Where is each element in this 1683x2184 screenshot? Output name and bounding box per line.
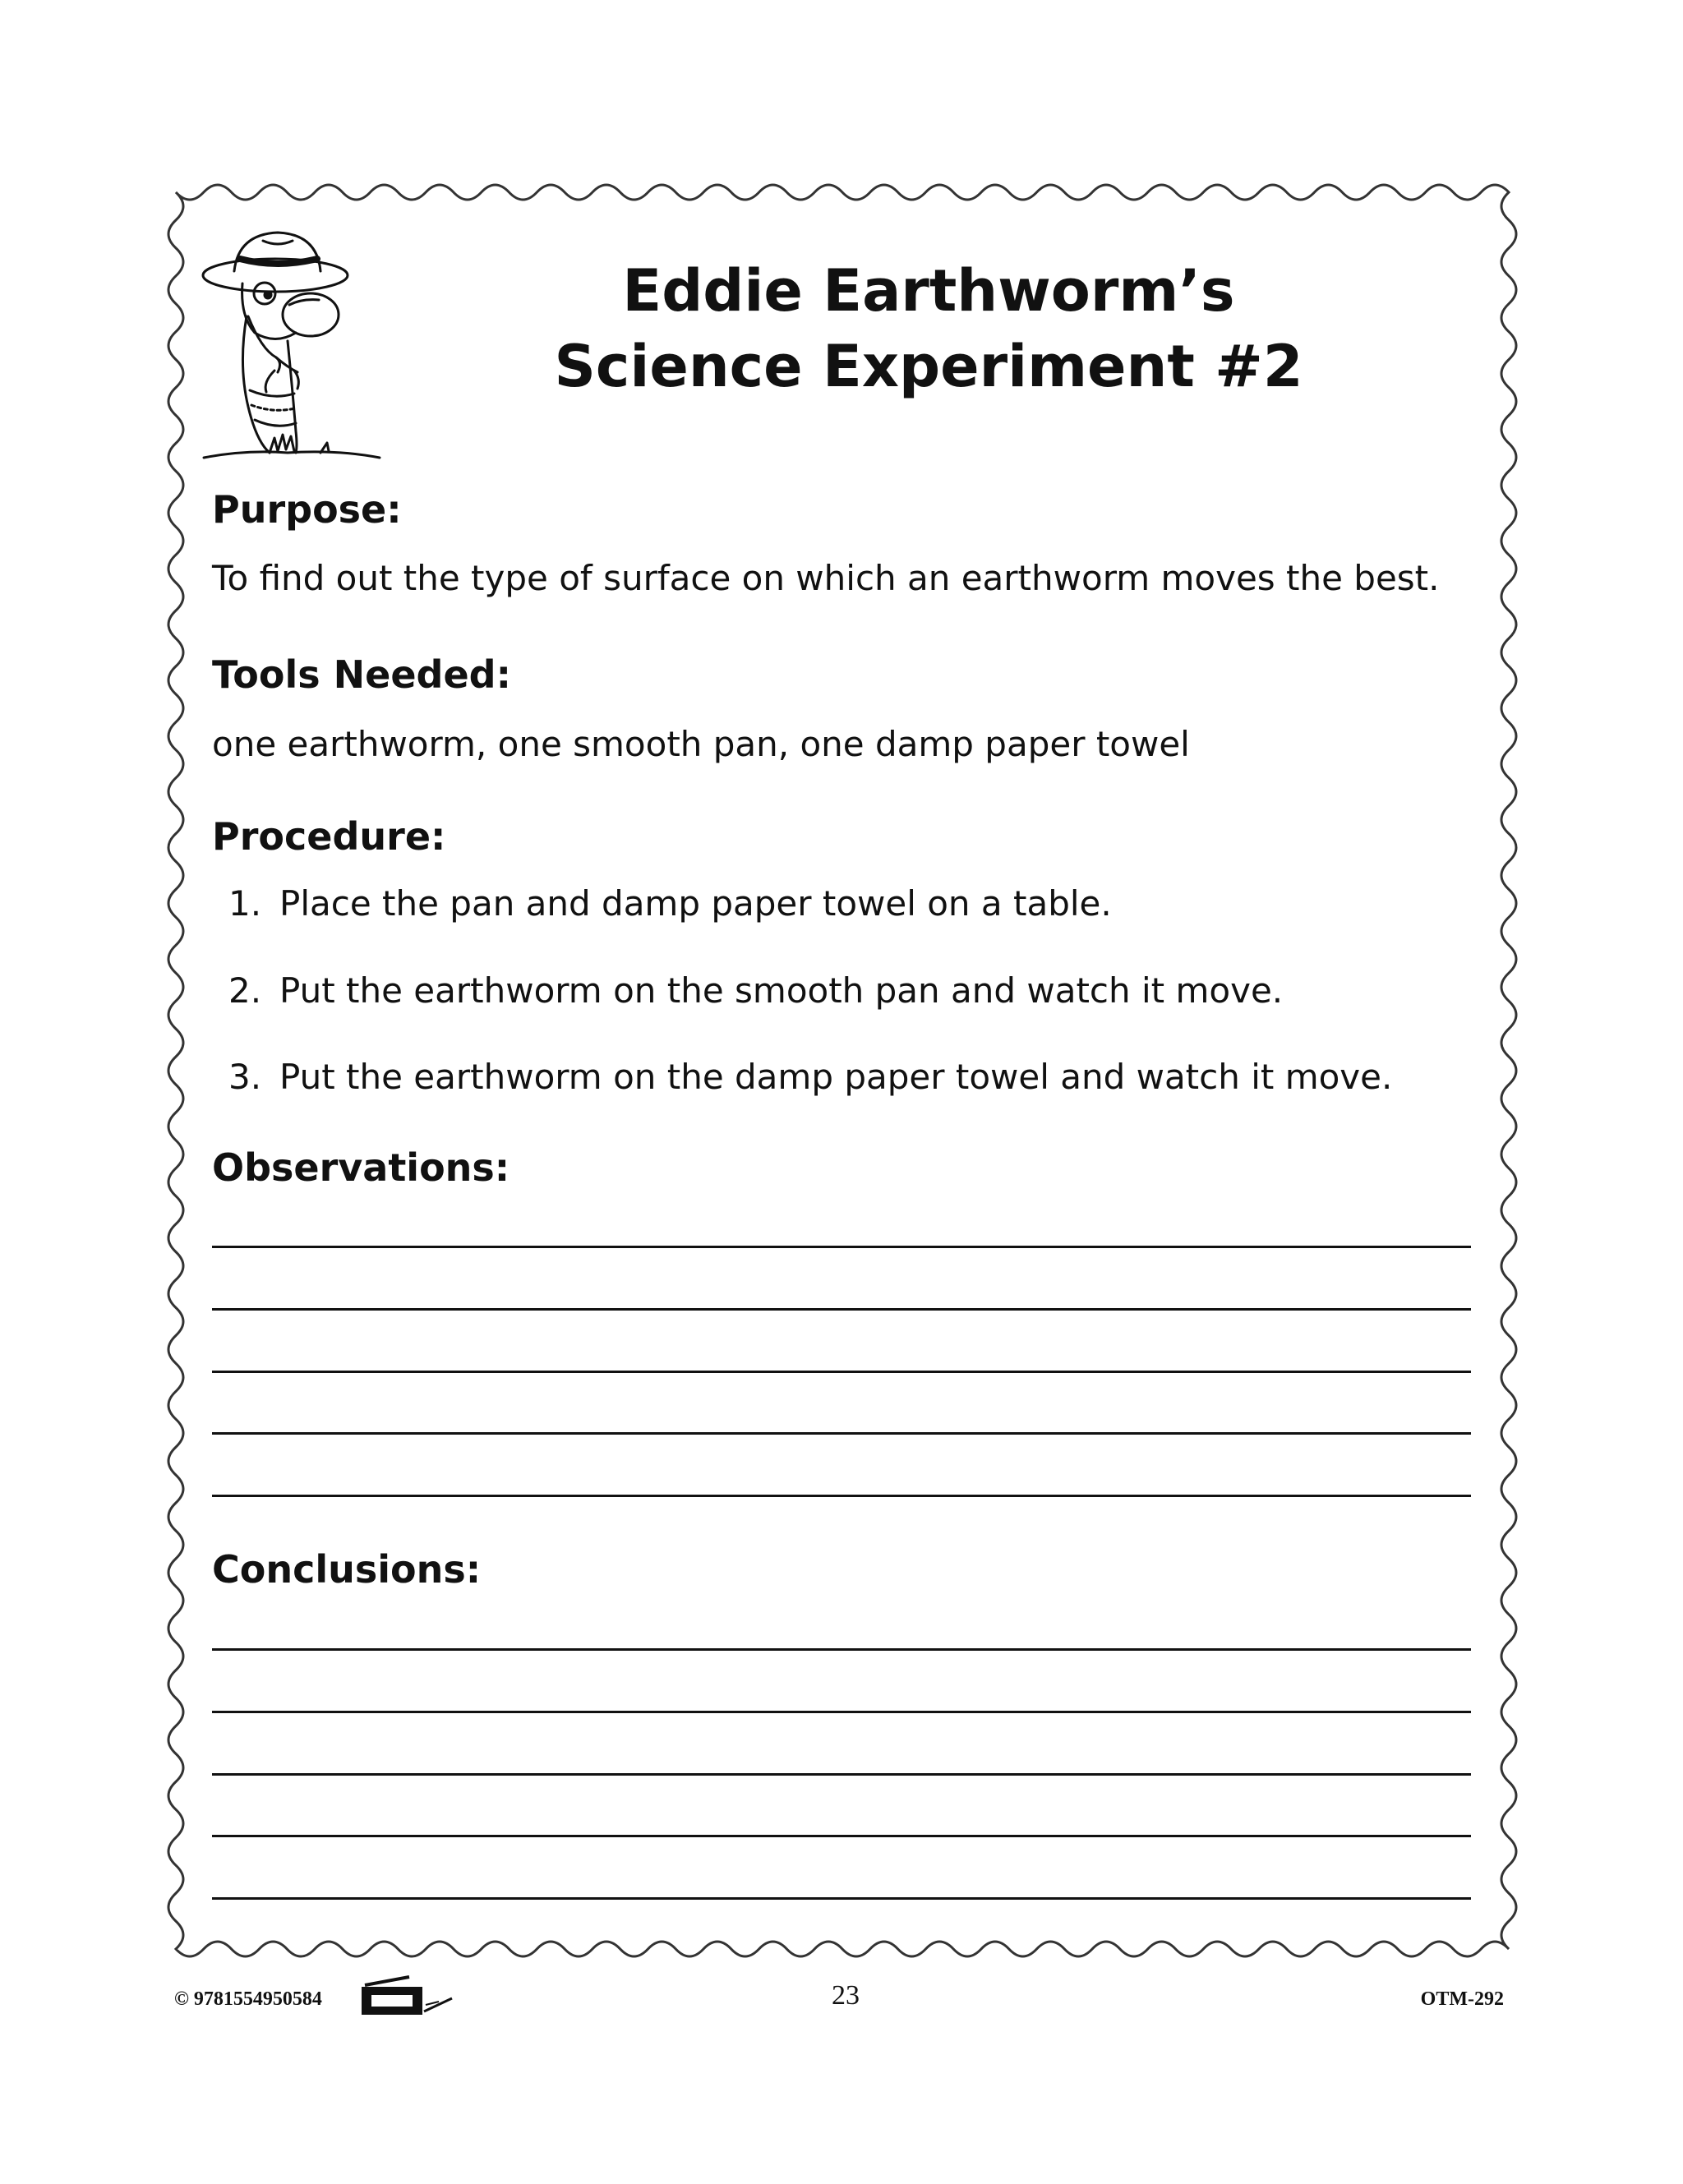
step-text: Place the pan and damp paper towel on a table. — [279, 883, 1112, 924]
title-line-2: Science Experiment #2 — [554, 333, 1303, 400]
publisher-logo-icon — [360, 1974, 455, 2020]
observation-writing-line[interactable] — [212, 1246, 1471, 1248]
observations-heading: Observations: — [212, 1145, 510, 1190]
step-number: 1. — [228, 883, 262, 924]
observation-writing-line[interactable] — [212, 1371, 1471, 1373]
title-line-1: Eddie Earthworm’s — [622, 257, 1235, 325]
procedure-step — [228, 882, 1112, 925]
procedure-heading: Procedure: — [212, 814, 446, 859]
earthworm-cowboy-illustration — [197, 226, 386, 472]
page-title — [493, 253, 1364, 404]
conclusion-writing-line[interactable] — [212, 1773, 1471, 1776]
observation-writing-line[interactable] — [212, 1308, 1471, 1311]
product-code: OTM-292 — [1420, 1988, 1504, 2010]
observation-writing-line[interactable] — [212, 1432, 1471, 1435]
conclusion-writing-line[interactable] — [212, 1835, 1471, 1837]
step-text: Put the earthworm on the damp paper towel and watch it move. — [279, 1057, 1393, 1097]
procedure-step — [228, 1056, 1392, 1099]
conclusion-writing-line[interactable] — [212, 1897, 1471, 1900]
purpose-text: To find out the type of surface on which an earthworm moves the best. — [212, 558, 1440, 598]
isbn-footer: © 9781554950584 — [174, 1988, 322, 2010]
conclusion-writing-line[interactable] — [212, 1648, 1471, 1651]
procedure-step — [228, 970, 1283, 1012]
step-number: 3. — [228, 1057, 262, 1097]
conclusions-heading: Conclusions: — [212, 1547, 482, 1592]
tools-text: one earthworm, one smooth pan, one damp paper towel — [212, 724, 1190, 764]
page-number: 23 — [832, 1980, 860, 2011]
purpose-heading: Purpose: — [212, 487, 402, 532]
step-number: 2. — [228, 970, 262, 1011]
tools-heading: Tools Needed: — [212, 652, 511, 697]
step-text: Put the earthworm on the smooth pan and watch it move. — [279, 970, 1284, 1011]
conclusion-writing-line[interactable] — [212, 1711, 1471, 1713]
observation-writing-line[interactable] — [212, 1495, 1471, 1497]
